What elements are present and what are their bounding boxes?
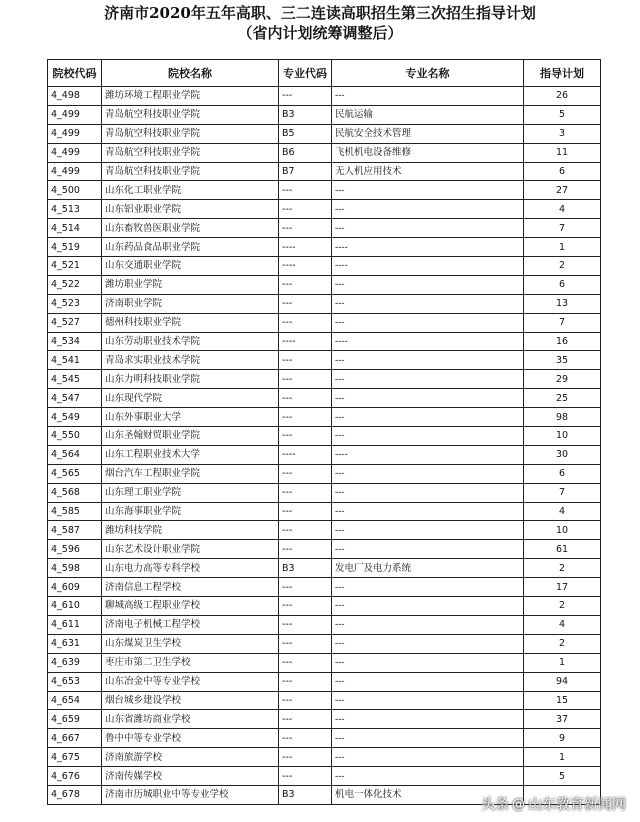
school-code-cell: 4_545 [48,370,102,389]
table-row [48,427,601,446]
school-code-cell: 4_675 [48,748,102,767]
plan-count-cell: 3 [524,124,601,143]
major-name-cell: 飞机机电设备维修 [332,143,524,162]
major-code-cell: --- [279,370,332,389]
school-name-cell: 山东外事职业大学 [102,408,279,427]
major-code-cell: --- [279,275,332,294]
major-name-cell: --- [332,483,524,502]
table-row [48,615,601,634]
table-row [48,672,601,691]
major-code-cell: --- [279,219,332,238]
watermark-account: 山东教育新闻网 [528,797,626,813]
table-row [48,124,601,143]
major-code-cell: --- [279,502,332,521]
school-name-cell: 青岛航空科技职业学院 [102,105,279,124]
major-name-cell: 民航安全技术管理 [332,124,524,143]
plan-count-cell: 17 [524,578,601,597]
table-row [48,238,601,257]
major-name-cell: --- [332,615,524,634]
major-name-cell: --- [332,464,524,483]
plan-count-cell: 6 [524,162,601,181]
plan-count-cell: 27 [524,181,601,200]
school-name-cell: 聊城高级工程职业学校 [102,597,279,616]
table-row [48,408,601,427]
major-name-cell: --- [332,313,524,332]
plan-count-cell: 1 [524,238,601,257]
school-name-cell: 济南传媒学校 [102,767,279,786]
plan-count-cell: 5 [524,105,601,124]
major-code-cell: B3 [279,785,332,804]
table-row [48,559,601,578]
major-name-cell: ---- [332,238,524,257]
major-code-cell: --- [279,615,332,634]
school-code-cell: 4_568 [48,483,102,502]
school-code-cell: 4_611 [48,615,102,634]
major-name-cell: --- [332,578,524,597]
major-name-cell: 发电厂及电力系统 [332,559,524,578]
table-row [48,578,601,597]
plan-count-cell: 1 [524,748,601,767]
plan-count-cell: 30 [524,445,601,464]
plan-count-cell: 4 [524,615,601,634]
plan-count-cell: 7 [524,483,601,502]
major-code-cell: --- [279,653,332,672]
plan-count-cell: 13 [524,294,601,313]
header-major-code: 专业代码 [279,60,332,87]
school-code-cell: 4_499 [48,162,102,181]
school-name-cell: 青岛航空科技职业学院 [102,143,279,162]
school-code-cell: 4_676 [48,767,102,786]
school-code-cell: 4_653 [48,672,102,691]
header-guidance-plan: 指导计划 [524,60,601,87]
major-code-cell: --- [279,521,332,540]
major-code-cell: --- [279,540,332,559]
school-code-cell: 4_500 [48,181,102,200]
plan-count-cell: 10 [524,427,601,446]
plan-count-cell: 2 [524,559,601,578]
major-code-cell: B5 [279,124,332,143]
table-row [48,219,601,238]
major-name-cell: --- [332,275,524,294]
table-row [48,748,601,767]
school-name-cell: 山东理工职业学院 [102,483,279,502]
school-code-cell: 4_596 [48,540,102,559]
major-code-cell: --- [279,389,332,408]
plan-count-cell: 98 [524,408,601,427]
plan-count-cell: 61 [524,540,601,559]
major-name-cell: 机电一体化技术 [332,785,524,804]
plan-count-cell: 10 [524,521,601,540]
major-code-cell: B3 [279,559,332,578]
school-name-cell: 山东省潍坊商业学校 [102,710,279,729]
major-name-cell: --- [332,540,524,559]
school-code-cell: 4_587 [48,521,102,540]
school-code-cell: 4_498 [48,87,102,106]
major-code-cell: --- [279,294,332,313]
school-name-cell: 山东交通职业学院 [102,257,279,276]
plan-count-cell: 2 [524,597,601,616]
major-code-cell: --- [279,464,332,483]
table-row [48,143,601,162]
school-name-cell: 山东现代学院 [102,389,279,408]
table-body [48,87,601,805]
plan-count-cell: 16 [524,332,601,351]
school-code-cell: 4_499 [48,124,102,143]
major-code-cell: ---- [279,257,332,276]
school-name-cell: 潍坊科技学院 [102,521,279,540]
major-name-cell: --- [332,408,524,427]
school-name-cell: 山东煤炭卫生学校 [102,634,279,653]
school-code-cell: 4_598 [48,559,102,578]
watermark-prefix: 头条 [481,797,509,813]
school-code-cell: 4_534 [48,332,102,351]
school-code-cell: 4_527 [48,313,102,332]
school-name-cell: 山东劳动职业技术学院 [102,332,279,351]
table-row [48,729,601,748]
school-code-cell: 4_513 [48,200,102,219]
table-row [48,257,601,276]
school-name-cell: 潍坊环境工程职业学院 [102,87,279,106]
plan-count-cell: 1 [524,653,601,672]
major-name-cell: --- [332,597,524,616]
plan-count-cell: 2 [524,257,601,276]
school-code-cell: 4_631 [48,634,102,653]
major-name-cell: ---- [332,445,524,464]
table-row [48,710,601,729]
major-name-cell: --- [332,219,524,238]
plan-count-cell: 4 [524,200,601,219]
plan-count-cell: 6 [524,275,601,294]
plan-count-cell: 15 [524,691,601,710]
major-code-cell: B3 [279,105,332,124]
major-code-cell: ---- [279,238,332,257]
table-row [48,181,601,200]
plan-table [47,59,601,805]
school-code-cell: 4_514 [48,219,102,238]
table-row [48,313,601,332]
major-name-cell: --- [332,87,524,106]
major-code-cell: --- [279,578,332,597]
header-school-code: 院校代码 [48,60,102,87]
table-row [48,483,601,502]
major-code-cell: --- [279,200,332,219]
table-row [48,464,601,483]
school-name-cell: 青岛求实职业技术学院 [102,351,279,370]
major-code-cell: --- [279,729,332,748]
school-name-cell: 济南职业学院 [102,294,279,313]
major-code-cell: --- [279,748,332,767]
major-name-cell: ---- [332,332,524,351]
major-code-cell: B7 [279,162,332,181]
school-code-cell: 4_521 [48,257,102,276]
school-name-cell: 山东畜牧兽医职业学院 [102,219,279,238]
table-row [48,87,601,106]
school-name-cell: 山东圣翰财贸职业学院 [102,427,279,446]
table-row [48,502,601,521]
plan-count-cell: 37 [524,710,601,729]
table-row [48,767,601,786]
major-code-cell: --- [279,672,332,691]
major-name-cell: --- [332,634,524,653]
school-name-cell: 山东力明科技职业学院 [102,370,279,389]
plan-count-cell: 26 [524,87,601,106]
table-header-row [48,60,601,87]
table-row [48,162,601,181]
major-name-cell: --- [332,748,524,767]
table-row [48,445,601,464]
school-name-cell: 山东艺术设计职业学院 [102,540,279,559]
plan-count-cell: 7 [524,219,601,238]
major-name-cell: --- [332,672,524,691]
plan-count-cell: 6 [524,464,601,483]
plan-count-cell: 35 [524,351,601,370]
at-sign: @ [512,796,525,812]
document-subtitle: （省内计划统筹调整后） [237,24,403,42]
school-name-cell: 济南市历城职业中等专业学校 [102,785,279,804]
school-code-cell: 4_659 [48,710,102,729]
table-row [48,389,601,408]
major-code-cell: --- [279,597,332,616]
major-code-cell: --- [279,691,332,710]
school-code-cell: 4_523 [48,294,102,313]
major-name-cell: --- [332,389,524,408]
school-code-cell: 4_564 [48,445,102,464]
school-name-cell: 枣庄市第二卫生学校 [102,653,279,672]
school-code-cell: 4_565 [48,464,102,483]
school-name-cell: 山东化工职业学院 [102,181,279,200]
school-name-cell: 德州科技职业学院 [102,313,279,332]
header-major-name: 专业名称 [332,60,524,87]
school-name-cell: 烟台汽车工程职业学院 [102,464,279,483]
table-row [48,521,601,540]
major-code-cell: --- [279,87,332,106]
school-name-cell: 济南旅游学校 [102,748,279,767]
school-name-cell: 济南电子机械工程学校 [102,615,279,634]
major-name-cell: --- [332,200,524,219]
major-code-cell: ---- [279,445,332,464]
school-code-cell: 4_499 [48,105,102,124]
plan-count-cell: 11 [524,143,601,162]
table-row [48,634,601,653]
major-code-cell: --- [279,408,332,427]
table-row [48,691,601,710]
school-code-cell: 4_667 [48,729,102,748]
plan-count-cell: 5 [524,767,601,786]
major-code-cell: --- [279,710,332,729]
document-title: 济南市2020年五年高职、三二连读高职招生第三次招生指导计划 [104,4,536,22]
school-code-cell: 4_522 [48,275,102,294]
school-code-cell: 4_678 [48,785,102,804]
major-name-cell: --- [332,653,524,672]
school-code-cell: 4_609 [48,578,102,597]
school-name-cell: 山东铝业职业学院 [102,200,279,219]
school-name-cell: 山东药品食品职业学院 [102,238,279,257]
school-name-cell: 烟台城乡建设学校 [102,691,279,710]
major-name-cell: --- [332,710,524,729]
table-row [48,540,601,559]
school-code-cell: 4_639 [48,653,102,672]
school-name-cell: 青岛航空科技职业学院 [102,124,279,143]
table-row [48,294,601,313]
school-code-cell: 4_547 [48,389,102,408]
school-code-cell: 4_519 [48,238,102,257]
plan-count-cell: 2 [524,634,601,653]
school-name-cell: 潍坊职业学院 [102,275,279,294]
plan-count-cell: 94 [524,672,601,691]
table-row [48,332,601,351]
major-code-cell: ---- [279,332,332,351]
major-code-cell: --- [279,767,332,786]
source-watermark [481,794,626,814]
school-code-cell: 4_549 [48,408,102,427]
table-row [48,370,601,389]
plan-count-cell: 9 [524,729,601,748]
school-code-cell: 4_499 [48,143,102,162]
table-row [48,653,601,672]
table-row [48,597,601,616]
table-row [48,275,601,294]
major-name-cell: --- [332,767,524,786]
major-code-cell: --- [279,313,332,332]
plan-count-cell: 4 [524,502,601,521]
major-code-cell: --- [279,181,332,200]
school-code-cell: 4_610 [48,597,102,616]
school-name-cell: 青岛航空科技职业学院 [102,162,279,181]
table-row [48,200,601,219]
plan-count-cell: 25 [524,389,601,408]
major-code-cell: --- [279,483,332,502]
major-name-cell: --- [332,351,524,370]
major-name-cell: --- [332,427,524,446]
major-name-cell: --- [332,729,524,748]
major-name-cell: --- [332,502,524,521]
major-name-cell: --- [332,181,524,200]
school-name-cell: 山东电力高等专科学校 [102,559,279,578]
major-name-cell: --- [332,294,524,313]
school-name-cell: 济南信息工程学校 [102,578,279,597]
major-name-cell: --- [332,370,524,389]
school-code-cell: 4_654 [48,691,102,710]
major-name-cell: ---- [332,257,524,276]
major-code-cell: --- [279,427,332,446]
plan-count-cell: 29 [524,370,601,389]
major-name-cell: 民航运输 [332,105,524,124]
major-name-cell: 无人机应用技术 [332,162,524,181]
table-row [48,105,601,124]
plan-count-cell: 7 [524,313,601,332]
school-name-cell: 山东冶金中等专业学校 [102,672,279,691]
major-code-cell: --- [279,351,332,370]
school-code-cell: 4_585 [48,502,102,521]
school-code-cell: 4_550 [48,427,102,446]
school-name-cell: 鲁中中等专业学校 [102,729,279,748]
school-name-cell: 山东海事职业学院 [102,502,279,521]
major-code-cell: --- [279,634,332,653]
school-code-cell: 4_541 [48,351,102,370]
major-name-cell: --- [332,521,524,540]
header-school-name: 院校名称 [102,60,279,87]
table-row [48,351,601,370]
school-name-cell: 山东工程职业技术大学 [102,445,279,464]
major-code-cell: B6 [279,143,332,162]
major-name-cell: --- [332,691,524,710]
